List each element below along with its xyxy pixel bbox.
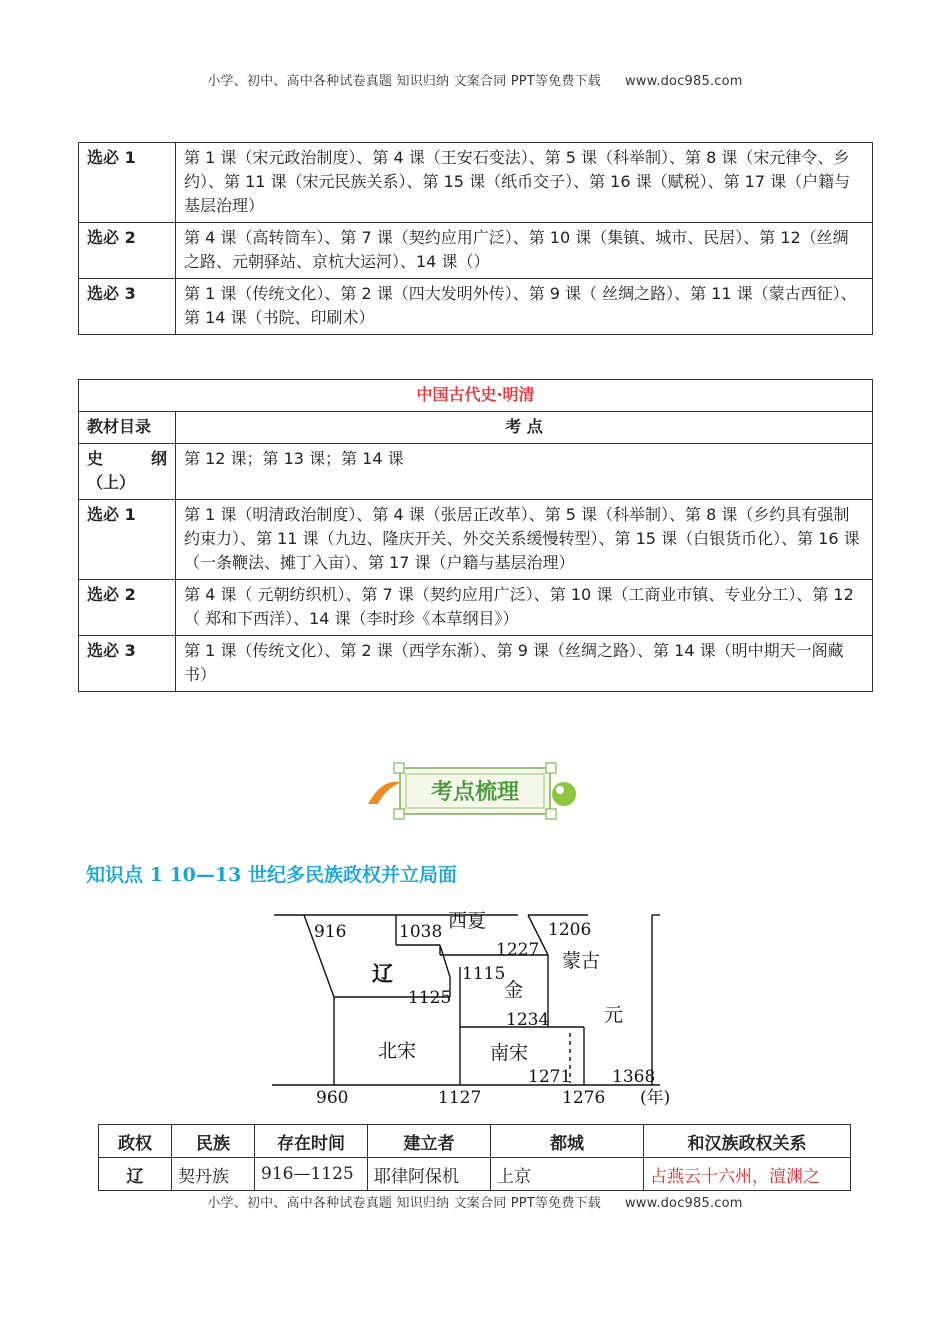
year-label: 1227 <box>496 940 540 960</box>
cell-relation: 占燕云十六州，澶渊之 <box>644 1158 851 1191</box>
col-header: 存在时间 <box>255 1125 368 1158</box>
year-label: 960 <box>316 1088 349 1108</box>
regime-label: 金 <box>504 979 524 1001</box>
row-key: 选必 3 <box>79 636 176 692</box>
footer-text: 小学、初中、高中各种试卷真题 知识归纳 文案合同 PPT等免费下载 <box>207 1196 601 1211</box>
section-banner <box>362 760 588 822</box>
header-text: 小学、初中、高中各种试卷真题 知识归纳 文案合同 PPT等免费下载 <box>207 74 601 89</box>
table-row <box>99 1158 851 1191</box>
row-value: 第 1 课（传统文化）、第 2 课（西学东渐）、第 9 课（丝绸之路）、第 14 课（明中期天一阁藏书） <box>176 636 873 692</box>
row-key: 选必 1 <box>79 143 176 223</box>
regime-label: 西夏 <box>448 910 487 932</box>
circle-icon <box>552 782 576 806</box>
banner-text: 考点梳理 <box>430 780 520 805</box>
table-title: 中国古代史·明清 <box>79 380 873 412</box>
table-row <box>79 636 873 692</box>
regime-label: 元 <box>604 1004 624 1026</box>
cell-capital: 上京 <box>491 1158 644 1191</box>
table-header-row <box>99 1125 851 1158</box>
regime-label: 南宋 <box>490 1042 529 1064</box>
key-part: 史 <box>87 449 104 468</box>
col-header: 都城 <box>491 1125 644 1158</box>
cell-period: 916—1125 <box>255 1158 368 1191</box>
year-label: 1206 <box>548 920 592 940</box>
row-value: 第 1 课（宋元政治制度）、第 4 课（王安石变法）、第 5 课（科举制）、第 8 课（宋元律令、乡约）、第 11 课（宋元民族关系）、第 15 课（纸币交子）、第 16 课（赋税）、第 17 课（户籍与基层治理） <box>176 143 873 223</box>
key-part: （上） <box>87 473 136 492</box>
year-label: 1234 <box>506 1010 550 1030</box>
col-header-value: 考 点 <box>176 412 873 444</box>
leaf-icon <box>368 782 402 804</box>
table-row <box>79 223 873 279</box>
regime-table <box>98 1124 851 1191</box>
row-value: 第 4 课（高转筒车）、第 7 课（契约应用广泛）、第 10 课（集镇、城市、民居）、第 12（丝绸之路、元朝驿站、京杭大运河）、14 课（） <box>176 223 873 279</box>
table-row <box>79 580 873 636</box>
col-header: 和汉族政权关系 <box>644 1125 851 1158</box>
song-yuan-table <box>78 142 873 335</box>
row-value: 第 1 课（传统文化）、第 2 课（四大发明外传）、第 9 课（ 丝绸之路）、第 11 课（蒙古西征）、第 14 课（书院、印刷术） <box>176 279 873 335</box>
row-value: 第 1 课（明清政治制度）、第 4 课（张居正改革）、第 5 课（科举制）、第 8 课（乡约具有强制约束力）、第 11 课（九边、隆庆开关、外交关系缓慢转型）、第 15 课（白银货币化）、第 16 课（一条鞭法、摊丁入亩）、第 17 课（户籍与基层治理） <box>176 500 873 580</box>
row-key <box>79 444 176 500</box>
year-label: 1115 <box>462 964 506 984</box>
year-label: 1125 <box>408 988 452 1008</box>
footer-url[interactable]: www.doc985.com <box>624 1196 743 1211</box>
year-label: 1368 <box>612 1067 656 1087</box>
cell-ethnic: 契丹族 <box>172 1158 255 1191</box>
regime-label: 蒙古 <box>562 950 601 972</box>
table-row <box>79 279 873 335</box>
row-value: 第 12 课；第 13 课；第 14 课 <box>176 444 873 500</box>
year-label: 1276 <box>562 1088 606 1108</box>
year-label: 1127 <box>438 1088 482 1108</box>
knowledge-point-title: 知识点 1 10—13 世纪多民族政权并立局面 <box>86 864 457 886</box>
axis-unit: (年) <box>640 1088 671 1108</box>
row-key: 选必 2 <box>79 223 176 279</box>
row-key: 选必 2 <box>79 580 176 636</box>
cell-regime: 辽 <box>99 1158 172 1191</box>
col-header: 政权 <box>99 1125 172 1158</box>
ming-qing-table <box>78 379 873 692</box>
row-value: 第 4 课（ 元朝纺织机）、第 7 课（契约应用广泛）、第 10 课（工商业市镇、专业分工）、第 12（ 郑和下西洋）、14 课（李时珍《本草纲目》） <box>176 580 873 636</box>
header-url[interactable]: www.doc985.com <box>624 74 743 89</box>
col-header-key: 教材目录 <box>79 412 176 444</box>
key-part: 纲 <box>150 449 167 468</box>
page-header <box>0 70 950 89</box>
regime-label: 北宋 <box>378 1040 417 1062</box>
col-header: 民族 <box>172 1125 255 1158</box>
col-header: 建立者 <box>368 1125 491 1158</box>
table-header-row <box>79 412 873 444</box>
year-label: 916 <box>314 922 347 942</box>
cell-founder: 耶律阿保机 <box>368 1158 491 1191</box>
table-row <box>79 500 873 580</box>
row-key: 选必 3 <box>79 279 176 335</box>
page-footer <box>0 1192 950 1211</box>
year-label: 1038 <box>399 922 443 942</box>
table-row <box>79 143 873 223</box>
table-title-row <box>79 380 873 412</box>
row-key: 选必 1 <box>79 500 176 580</box>
regime-timeline-diagram <box>268 905 698 1113</box>
table-row <box>79 444 873 500</box>
regime-label: 辽 <box>372 961 393 986</box>
year-label: 1271 <box>528 1067 572 1087</box>
